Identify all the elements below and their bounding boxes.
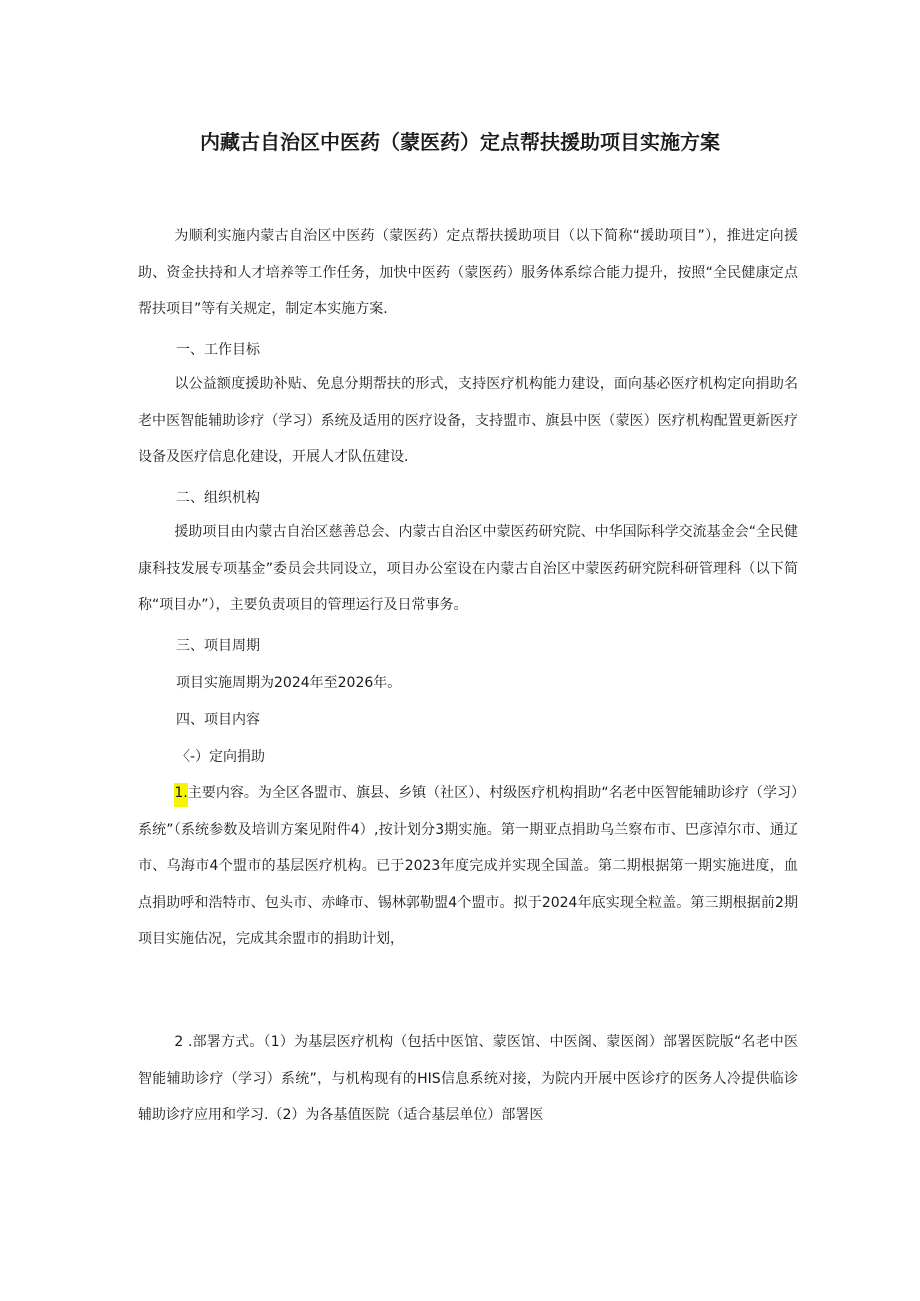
organization-paragraph: 援助项目由内蒙古自治区慈善总会、内蒙古自治区中蒙医药研究院、中华国际科学交流基金会“全民健康科技发展专项基金”委员会共同设立，项目办公室设在内蒙古自治区中蒙医药研究院科研管理科（以下简称“项目办”），主要负责项目的管理运行及日常事务。 bbox=[138, 524, 798, 613]
section-heading-organization: 二、组织机构 bbox=[176, 490, 260, 506]
document-title: 内藏古自治区中医药（蒙医药）定点帮扶援助项目实施方案 bbox=[200, 130, 720, 154]
goals-paragraph: 以公益额度援助补贴、免息分期帮扶的形式，支持医疗机构能力建设，面向基必医疗机构定向捐助名老中医智能辅助诊疗（学习）系统及适用的医疗设备，支持盟市、旗县中医（蒙医）医疗机构配置更新医疗设备及医疗信息化建设，开展人才队伍建设. bbox=[138, 376, 798, 465]
period-paragraph: 项目实施周期为2024年至2026年。 bbox=[176, 675, 402, 691]
item1-number-highlight: 1. bbox=[174, 783, 187, 807]
section-heading-period: 三、项目周期 bbox=[176, 638, 260, 654]
item2-paragraph: 2 .部署方式。（1）为基层医疗机构（包括中医馆、蒙医馆、中医阁、蒙医阁）部署医院版“名老中医智能辅助诊疗（学习）系统”，与机构现有的HIS信息系统对接，为院内开展中医诊疗的医务人冷提供临诊辅助诊疗应用和学习.（2）为各基值医院（适合基层单位）部署医 bbox=[138, 1034, 798, 1123]
item1-text: 主要内容。为全区各盟市、旗县、乡镇（社区）、村级医疗机构捐助“名老中医智能辅助诊疗（学习）系统”（系统参数及培训方案见附件4）,按计划分3期实施。第一期亚点捐助乌兰察布市、巴彦淖尔市、通辽市、乌海市4个盟市的基层医疗机构。已于2023年度完成并实现全国盖。第二期根据第一期实施进度，血点捐助呼和浩特市、包头市、赤峰市、锡林郭勒盟4个盟市。拟于2024年底实现全粒盖。第三期根据前2期项目实施估况，完成其余盟市的捐助计划， bbox=[138, 785, 798, 947]
subsection-heading-directed-donation: 〈-）定向捐助 bbox=[176, 749, 266, 765]
item1-paragraph bbox=[138, 775, 798, 958]
section-heading-goals: 一、工作目标 bbox=[176, 342, 260, 358]
section-heading-content: 四、项目内容 bbox=[176, 712, 260, 728]
intro-paragraph: 为顺利实施内蒙古自治区中医药（蒙医药）定点帮扶援助项目（以下简称“援助项目”），推进定向援助、资金扶持和人才培养等工作任务，加快中医药（蒙医药）服务体系综合能力提升，按照“全民健康定点帮扶项目”等有关规定，制定本实施方案. bbox=[138, 228, 798, 317]
